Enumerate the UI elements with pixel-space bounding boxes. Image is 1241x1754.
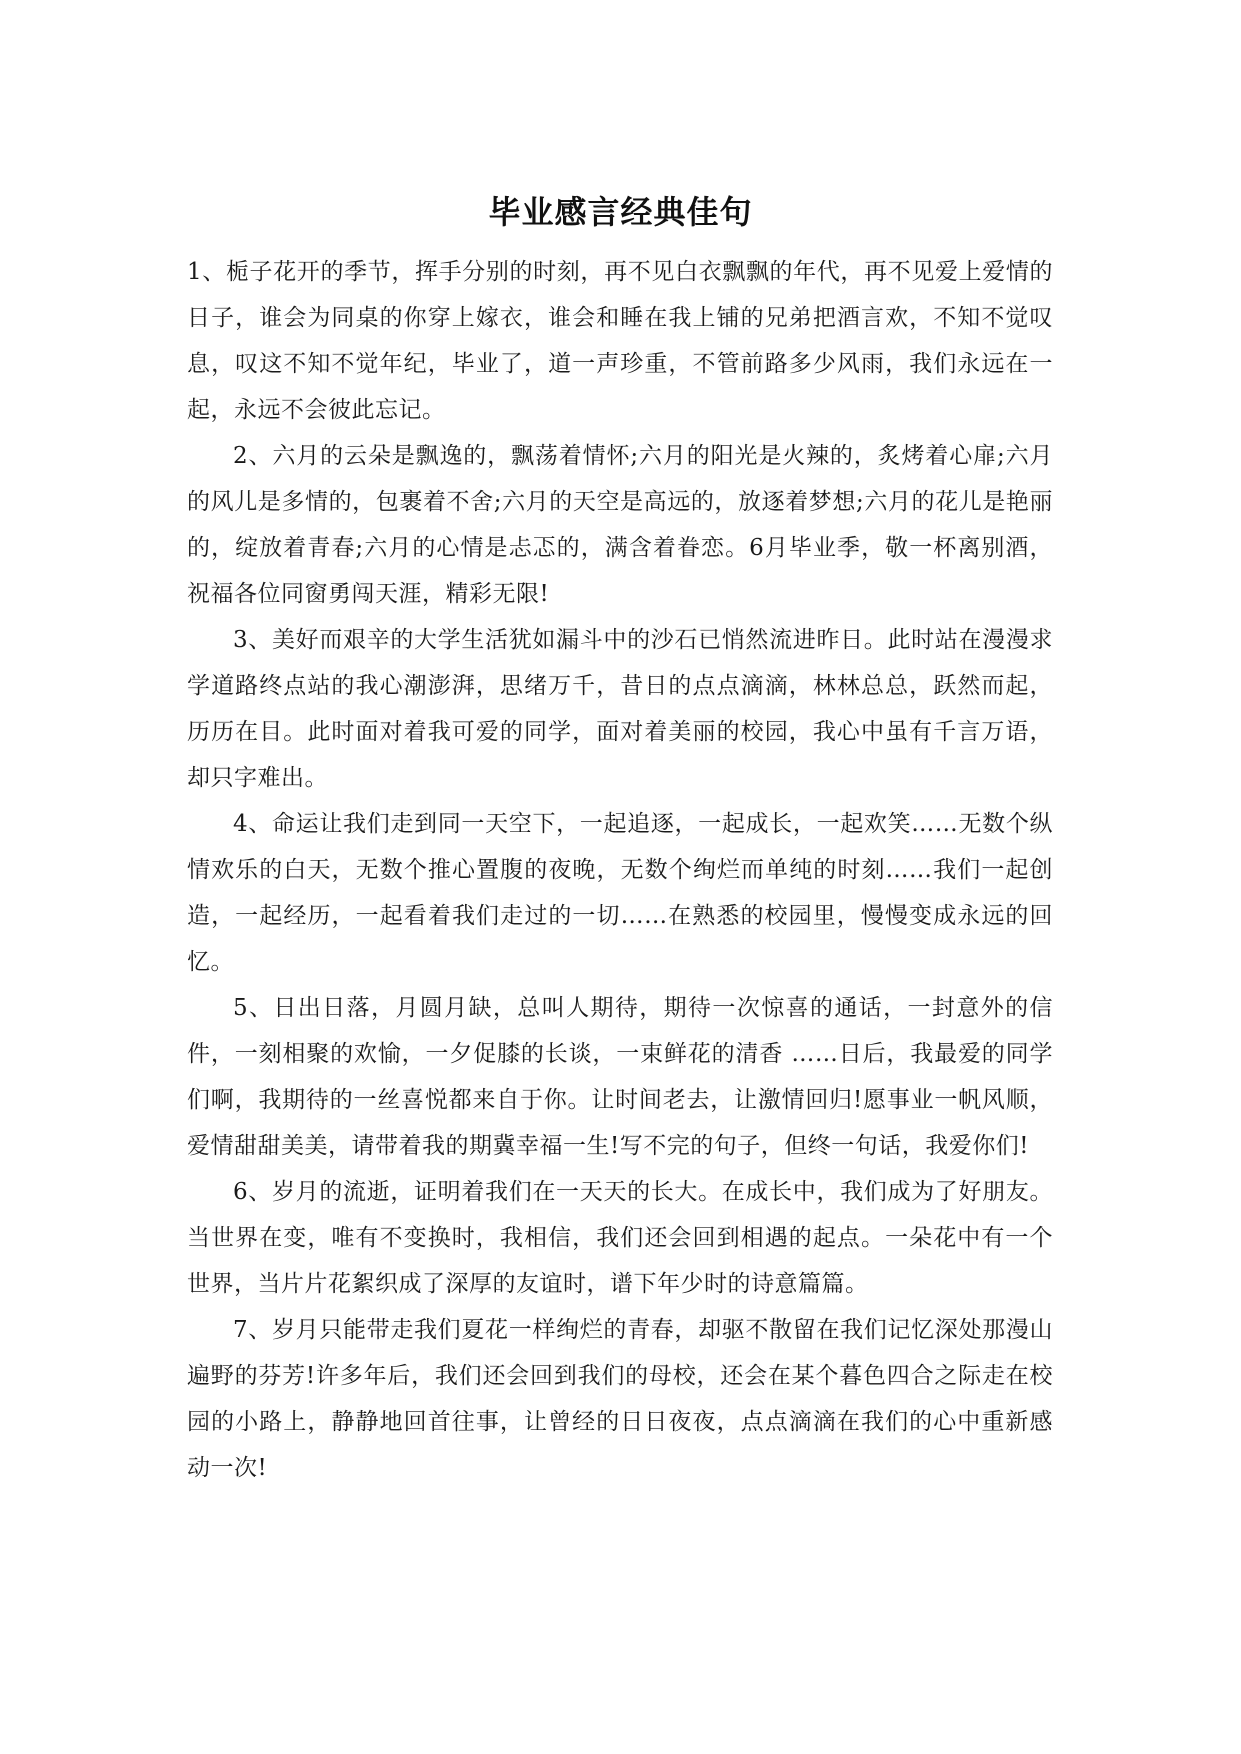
- paragraph-3: 3、美好而艰辛的大学生活犹如漏斗中的沙石已悄然流进昨日。此时站在漫漫求学道路终点站的我心潮澎湃，思绪万千，昔日的点点滴滴，林林总总，跃然而起，历历在目。此时面对着我可爱的同学，面对着美丽的校园，我心中虽有千言万语，却只字难出。: [187, 627, 1053, 791]
- paragraph-1: 1、栀子花开的季节，挥手分别的时刻，再不见白衣飘飘的年代，再不见爱上爱情的日子，谁会为同桌的你穿上嫁衣，谁会和睡在我上铺的兄弟把酒言欢，不知不觉叹息，叹这不知不觉年纪，毕业了，道一声珍重，不管前路多少风雨，我们永远在一起，永远不会彼此忘记。: [187, 259, 1053, 423]
- paragraph-6: 6、岁月的流逝，证明着我们在一天天的长大。在成长中，我们成为了好朋友。当世界在变，唯有不变换时，我相信，我们还会回到相遇的起点。一朵花中有一个世界，当片片花絮织成了深厚的友谊时，谱下年少时的诗意篇篇。: [187, 1179, 1053, 1297]
- paragraph-4: 4、命运让我们走到同一天空下，一起追逐，一起成长，一起欢笑……无数个纵情欢乐的白天，无数个推心置腹的夜晚，无数个绚烂而单纯的时刻……我们一起创造，一起经历，一起看着我们走过的一切……在熟悉的校园里，慢慢变成永远的回忆。: [187, 811, 1053, 975]
- paragraph-5: 5、日出日落，月圆月缺，总叫人期待，期待一次惊喜的通话，一封意外的信件，一刻相聚的欢愉，一夕促膝的长谈，一束鲜花的清香 ……日后，我最爱的同学们啊，我期待的一丝喜悦都来自于你。让时间老去，让激情回归!愿事业一帆风顺，爱情甜甜美美，请带着我的期冀幸福一生!写不完的句子，但终一句话，我爱你们!: [187, 995, 1053, 1159]
- document-body: [187, 249, 1053, 1491]
- document-title: 毕业感言经典佳句: [488, 193, 753, 231]
- paragraph-7: 7、岁月只能带走我们夏花一样绚烂的青春，却驱不散留在我们记忆深处那漫山遍野的芬芳!许多年后，我们还会回到我们的母校，还会在某个暮色四合之际走在校园的小路上，静静地回首往事，让曾经的日日夜夜，点点滴滴在我们的心中重新感动一次!: [187, 1317, 1053, 1481]
- paragraph-2: 2、六月的云朵是飘逸的，飘荡着情怀;六月的阳光是火辣的，炙烤着心扉;六月的风儿是多情的，包裹着不舍;六月的天空是高远的，放逐着梦想;六月的花儿是艳丽的，绽放着青春;六月的心情是忐忑的，满含着眷恋。6月毕业季，敬一杯离别酒，祝福各位同窗勇闯天涯，精彩无限!: [187, 443, 1053, 607]
